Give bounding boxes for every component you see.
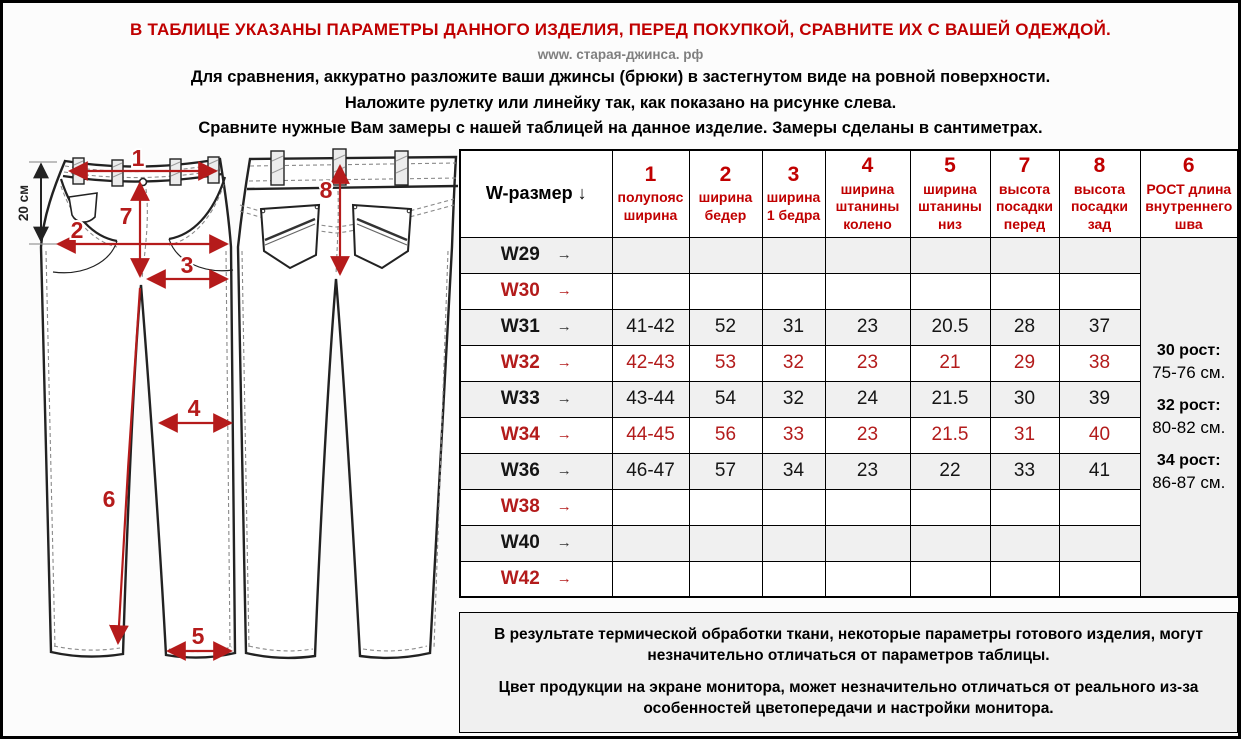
arrow-right-icon: → — [556, 569, 572, 587]
value-cell — [762, 525, 825, 561]
value-cell — [1059, 237, 1140, 273]
size-cell — [460, 381, 612, 417]
size-cell — [460, 237, 612, 273]
value-cell — [990, 561, 1059, 597]
column-label: РОСТ длина внутреннего шва — [1145, 180, 1233, 232]
table-row-w32 — [460, 345, 1238, 381]
size-cell — [460, 561, 612, 597]
size-label: W32 — [500, 352, 540, 373]
value-cell: 41 — [1059, 453, 1140, 489]
value-cell: 34 — [762, 453, 825, 489]
column-label: ширина 1 бедра — [766, 189, 821, 223]
size-cell — [460, 345, 612, 381]
value-cell — [910, 525, 990, 561]
size-label: W42 — [500, 567, 540, 589]
size-label: W30 — [500, 280, 540, 301]
rost-cell — [1140, 237, 1238, 597]
column-label: высота посадки зад — [1070, 180, 1129, 232]
measure-number-8: 8 — [319, 177, 333, 203]
table-row-w34 — [460, 417, 1238, 453]
value-cell — [762, 237, 825, 273]
value-cell — [689, 273, 762, 309]
size-table-body — [460, 237, 1238, 597]
column-number: 4 — [861, 154, 874, 178]
value-cell: 22 — [910, 453, 990, 489]
value-cell: 41-42 — [612, 309, 689, 345]
column-header-1 — [612, 150, 689, 237]
value-cell: 31 — [762, 309, 825, 345]
value-cell: 32 — [762, 345, 825, 381]
value-cell — [825, 525, 910, 561]
value-cell: 42-43 — [612, 345, 689, 381]
footer-note-1: В результате термической обработки ткани, некоторые параметры готового изделия, могут незначительно отличаться от параметров таблицы. — [494, 626, 1203, 665]
table-row-w40 — [460, 525, 1238, 561]
value-cell — [689, 237, 762, 273]
column-header-size: W-размер ↓ — [460, 150, 612, 237]
value-cell — [910, 489, 990, 525]
size-cell — [460, 525, 612, 561]
table-row-w36 — [460, 453, 1238, 489]
header — [3, 3, 1238, 139]
column-header-3 — [762, 150, 825, 237]
arrow-right-icon: → — [556, 390, 572, 407]
value-cell: 33 — [762, 417, 825, 453]
value-cell — [990, 273, 1059, 309]
arrow-right-icon: → — [556, 462, 572, 479]
value-cell: 46-47 — [612, 453, 689, 489]
column-label: ширина бедер — [698, 189, 753, 223]
value-cell — [825, 561, 910, 597]
jeans-measurement-diagram — [13, 145, 458, 739]
size-label: W29 — [500, 244, 540, 265]
value-cell: 21.5 — [910, 417, 990, 453]
value-cell: 23 — [825, 345, 910, 381]
rost-note: 30 рост: 75-76 см. — [1152, 342, 1226, 383]
value-cell: 39 — [1059, 381, 1140, 417]
value-cell — [762, 561, 825, 597]
size-cell — [460, 489, 612, 525]
value-cell — [1059, 525, 1140, 561]
table-row-w33 — [460, 381, 1238, 417]
arrow-right-icon: → — [556, 534, 572, 551]
value-cell — [689, 525, 762, 561]
value-cell — [990, 237, 1059, 273]
instruction-line-1: Для сравнения, аккуратно разложите ваши джинсы (брюки) в застегнутом виде на ровной поверхности. — [190, 68, 1051, 86]
ruler-label: 20 см — [16, 184, 31, 222]
column-label: ширина штанины низ — [918, 180, 982, 232]
table-row-w29 — [460, 237, 1238, 273]
value-cell — [910, 273, 990, 309]
size-label: W40 — [500, 532, 540, 553]
value-cell: 21.5 — [910, 381, 990, 417]
size-label: W34 — [500, 424, 540, 445]
value-cell: 33 — [990, 453, 1059, 489]
footer-notes — [459, 612, 1238, 733]
column-number: 5 — [944, 154, 956, 178]
jeans-diagram-svg — [13, 145, 458, 739]
value-cell: 44-45 — [612, 417, 689, 453]
value-cell — [612, 561, 689, 597]
value-cell: 23 — [825, 453, 910, 489]
measure-number-6: 6 — [102, 486, 116, 512]
value-cell: 40 — [1059, 417, 1140, 453]
rost-note: 32 рост: 80-82 см. — [1152, 397, 1226, 438]
size-table — [459, 149, 1239, 598]
column-number: 3 — [787, 163, 800, 187]
value-cell: 20.5 — [910, 309, 990, 345]
value-cell — [689, 561, 762, 597]
website-text: www. старая-джинса. рф — [537, 47, 704, 62]
size-label: W38 — [500, 496, 540, 517]
column-number: 8 — [1093, 154, 1106, 178]
table-header-row — [460, 150, 1238, 237]
value-cell: 52 — [689, 309, 762, 345]
value-cell: 53 — [689, 345, 762, 381]
column-header-7 — [990, 150, 1059, 237]
column-label: ширина штанины колено — [835, 180, 900, 232]
size-table-head — [460, 150, 1238, 237]
size-cell — [460, 273, 612, 309]
measure-number-2: 2 — [70, 217, 84, 243]
value-cell — [612, 237, 689, 273]
value-cell — [825, 237, 910, 273]
value-cell: 29 — [990, 345, 1059, 381]
arrow-right-icon: → — [556, 282, 572, 299]
value-cell — [910, 237, 990, 273]
column-header-6 — [1140, 150, 1238, 237]
value-cell — [612, 489, 689, 525]
column-number: 1 — [644, 163, 657, 187]
column-number: 6 — [1182, 154, 1195, 178]
arrow-right-icon: → — [556, 426, 572, 443]
column-header-4 — [825, 150, 910, 237]
size-label: W33 — [500, 388, 540, 409]
arrow-right-icon: → — [556, 354, 572, 371]
value-cell: 32 — [762, 381, 825, 417]
column-header-5 — [910, 150, 990, 237]
value-cell: 38 — [1059, 345, 1140, 381]
value-cell: 57 — [689, 453, 762, 489]
page-title: В ТАБЛИЦЕ УКАЗАНЫ ПАРАМЕТРЫ ДАННОГО ИЗДЕЛИЯ, ПЕРЕД ПОКУПКОЙ, СРАВНИТЕ ИХ С ВАШЕЙ ОДЕЖДОЙ. — [130, 20, 1111, 39]
column-label: высота посадки перед — [995, 180, 1054, 232]
column-number: 7 — [1018, 154, 1031, 178]
value-cell — [825, 489, 910, 525]
column-header-2 — [689, 150, 762, 237]
arrow-right-icon: → — [556, 246, 572, 263]
measure-number-7: 7 — [119, 203, 133, 229]
value-cell — [990, 525, 1059, 561]
value-cell — [762, 273, 825, 309]
value-cell: 31 — [990, 417, 1059, 453]
value-cell: 23 — [825, 417, 910, 453]
arrow-right-icon: → — [556, 318, 572, 335]
value-cell: 28 — [990, 309, 1059, 345]
value-cell — [612, 525, 689, 561]
value-cell: 37 — [1059, 309, 1140, 345]
instruction-line-3: Сравните нужные Вам замеры с нашей таблицей на данное изделие. Замеры сделаны в сантиметрах. — [198, 119, 1043, 138]
size-cell — [460, 309, 612, 345]
value-cell: 43-44 — [612, 381, 689, 417]
table-row-w30 — [460, 273, 1238, 309]
measure-number-1: 1 — [131, 145, 145, 171]
size-cell — [460, 453, 612, 489]
rost-note: 34 рост: 86-87 см. — [1152, 452, 1226, 492]
value-cell — [1059, 561, 1140, 597]
column-number: 2 — [719, 163, 732, 187]
value-cell — [689, 489, 762, 525]
value-cell — [825, 273, 910, 309]
measure-number-4: 4 — [187, 395, 201, 421]
value-cell: 56 — [689, 417, 762, 453]
value-cell — [910, 561, 990, 597]
table-row-w38 — [460, 489, 1238, 525]
instruction-line-2: Наложите рулетку или линейку так, как показано на рисунке слева. — [344, 93, 897, 112]
table-row-w31 — [460, 309, 1238, 345]
value-cell: 24 — [825, 381, 910, 417]
value-cell — [1059, 489, 1140, 525]
value-cell — [762, 489, 825, 525]
value-cell — [990, 489, 1059, 525]
value-cell: 54 — [689, 381, 762, 417]
column-header-8 — [1059, 150, 1140, 237]
rost-note-title: 34 рост: — [1156, 452, 1221, 470]
size-cell — [460, 417, 612, 453]
value-cell: 30 — [990, 381, 1059, 417]
size-label: W36 — [500, 460, 540, 481]
measure-number-5: 5 — [191, 623, 205, 649]
rost-note-title: 32 рост: — [1156, 397, 1221, 415]
measure-number-3: 3 — [180, 252, 194, 278]
value-cell — [612, 273, 689, 309]
rost-note-title: 30 рост: — [1156, 342, 1221, 360]
value-cell — [1059, 273, 1140, 309]
arrow-right-icon: → — [556, 498, 572, 515]
footer-note-2: Цвет продукции на экране монитора, может незначительно отличаться от реального из-за особенностей цветопередачи и настройки монитора. — [498, 679, 1199, 717]
column-label: полупояс ширина — [617, 189, 684, 223]
size-label: W31 — [500, 316, 540, 337]
table-row-w42 — [460, 561, 1238, 597]
value-cell: 23 — [825, 309, 910, 345]
value-cell: 21 — [910, 345, 990, 381]
